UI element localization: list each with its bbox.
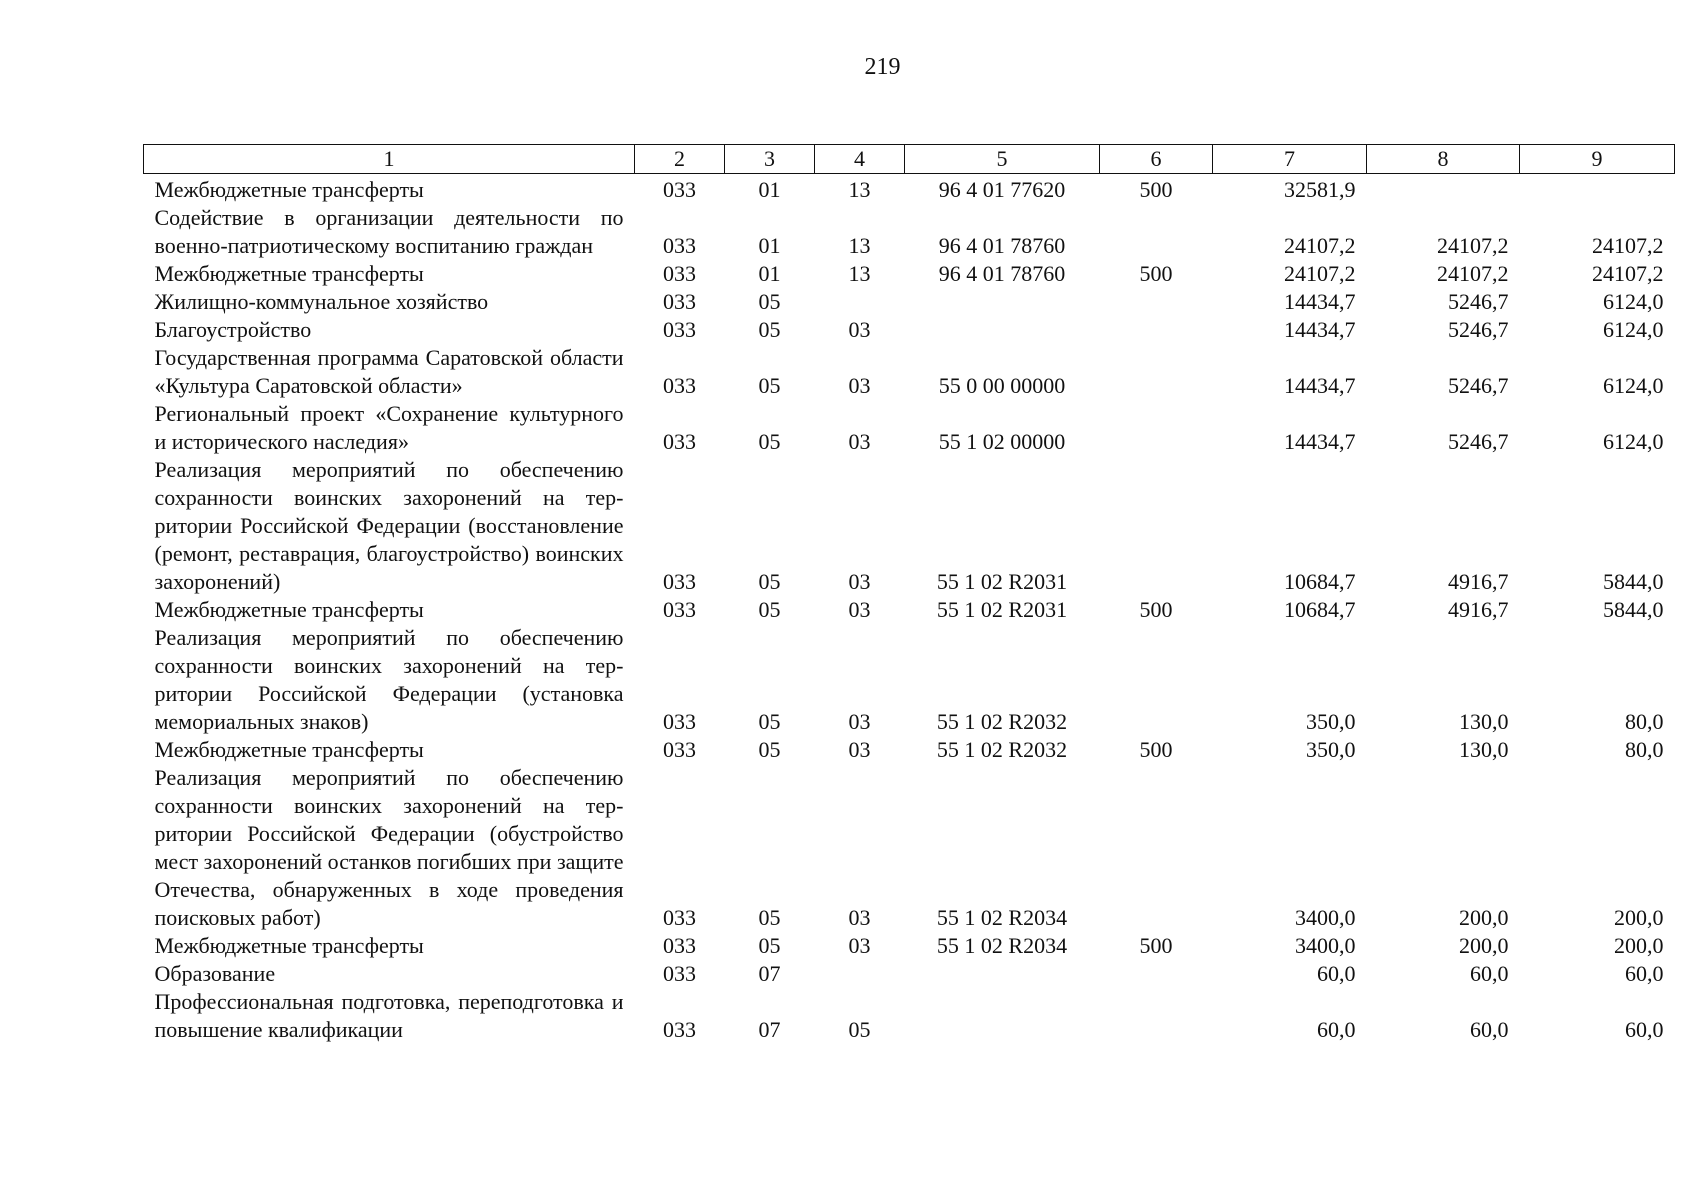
cell-col-7: 14434,7 xyxy=(1284,373,1356,398)
cell-col-8: 5246,7 xyxy=(1448,373,1509,398)
table-row xyxy=(144,260,1675,288)
cell-col-4: 03 xyxy=(848,737,871,762)
cell-col-6 xyxy=(1100,316,1213,344)
cell-col-5 xyxy=(905,988,1100,1044)
cell-col-9: 6124,0 xyxy=(1603,289,1664,314)
cell-col-6: 500 xyxy=(1139,177,1173,202)
cell-col-2: 033 xyxy=(663,373,696,398)
cell-col-2: 033 xyxy=(663,233,696,258)
cell-col-5 xyxy=(905,288,1100,316)
cell-col-9: 60,0 xyxy=(1625,1017,1664,1042)
table-row xyxy=(144,624,1675,736)
header-col-3: 3 xyxy=(725,145,815,174)
header-col-6: 6 xyxy=(1100,145,1213,174)
cell-col-5: 96 4 01 77620 xyxy=(938,177,1066,202)
cell-col-4: 13 xyxy=(848,261,871,286)
cell-col-8: 60,0 xyxy=(1470,1017,1509,1042)
cell-col-9: 6124,0 xyxy=(1603,373,1664,398)
table-row xyxy=(144,174,1675,205)
cell-col-6 xyxy=(1100,400,1213,456)
cell-col-9: 5844,0 xyxy=(1603,569,1664,594)
row-name: Государственная программа Саратовской области «Культура Саратовской области» xyxy=(154,345,624,398)
cell-col-4: 03 xyxy=(848,905,871,930)
cell-col-3: 05 xyxy=(758,737,781,762)
cell-col-7: 60,0 xyxy=(1317,1017,1356,1042)
cell-col-8: 130,0 xyxy=(1459,737,1509,762)
table-row xyxy=(144,736,1675,764)
cell-col-7: 350,0 xyxy=(1306,737,1356,762)
cell-col-7: 24107,2 xyxy=(1284,261,1356,286)
row-name: Благоустройство xyxy=(154,317,312,342)
cell-col-4: 03 xyxy=(848,569,871,594)
cell-col-2: 033 xyxy=(663,737,696,762)
row-name: Содействие в организации деятельности по военно-патриотическому воспитанию граждан xyxy=(154,205,624,258)
header-row xyxy=(144,145,1675,174)
table-row xyxy=(144,988,1675,1044)
cell-col-7: 14434,7 xyxy=(1284,289,1356,314)
cell-col-5: 55 1 02 R2031 xyxy=(936,569,1068,594)
cell-col-4: 13 xyxy=(848,233,871,258)
cell-col-6 xyxy=(1100,960,1213,988)
cell-col-5 xyxy=(905,960,1100,988)
cell-col-9: 24107,2 xyxy=(1592,233,1664,258)
cell-col-9: 6124,0 xyxy=(1603,317,1664,342)
header-col-2: 2 xyxy=(635,145,725,174)
cell-col-8: 24107,2 xyxy=(1437,261,1509,286)
cell-col-4: 03 xyxy=(848,429,871,454)
header-col-5: 5 xyxy=(905,145,1100,174)
table-row xyxy=(144,960,1675,988)
cell-col-5 xyxy=(905,316,1100,344)
row-name: Межбюджетные трансферты xyxy=(154,261,424,286)
cell-col-3: 05 xyxy=(758,597,781,622)
cell-col-2: 033 xyxy=(663,289,696,314)
cell-col-7: 24107,2 xyxy=(1284,233,1356,258)
cell-col-8: 5246,7 xyxy=(1448,317,1509,342)
cell-col-3: 05 xyxy=(758,429,781,454)
cell-col-6 xyxy=(1100,344,1213,400)
table-row xyxy=(144,400,1675,456)
row-name: Профессиональная подготовка, переподготовка и повышение квалификации xyxy=(154,989,624,1042)
cell-col-9: 6124,0 xyxy=(1603,429,1664,454)
cell-col-7: 14434,7 xyxy=(1284,317,1356,342)
row-name: Региональный проект «Сохранение культурного и исторического наследия» xyxy=(154,401,624,454)
cell-col-7: 3400,0 xyxy=(1295,933,1356,958)
cell-col-9: 5844,0 xyxy=(1603,597,1664,622)
cell-col-6: 500 xyxy=(1139,261,1173,286)
header-col-8: 8 xyxy=(1367,145,1520,174)
cell-col-7: 10684,7 xyxy=(1284,569,1356,594)
cell-col-2: 033 xyxy=(663,177,696,202)
cell-col-2: 033 xyxy=(663,597,696,622)
cell-col-4: 03 xyxy=(848,933,871,958)
cell-col-6 xyxy=(1100,288,1213,316)
cell-col-3: 05 xyxy=(758,373,781,398)
row-name: Реализация мероприятий по обеспечению сохранности воинских захоронений на территории Российской Федерации (обустройство мест захоронений останков погибших при защите Отечества, обнаруженных в ходе проведения поисковых работ) xyxy=(154,765,624,930)
cell-col-7: 60,0 xyxy=(1317,961,1356,986)
row-name: Межбюджетные трансферты xyxy=(154,177,424,202)
cell-col-7: 14434,7 xyxy=(1284,429,1356,454)
table-row xyxy=(144,764,1675,932)
cell-col-9 xyxy=(1520,174,1675,205)
cell-col-9: 24107,2 xyxy=(1592,261,1664,286)
cell-col-8: 5246,7 xyxy=(1448,429,1509,454)
cell-col-3: 05 xyxy=(758,317,781,342)
cell-col-8: 5246,7 xyxy=(1448,289,1509,314)
cell-col-9: 80,0 xyxy=(1625,709,1664,734)
cell-col-6 xyxy=(1100,764,1213,932)
header-col-1: 1 xyxy=(144,145,635,174)
cell-col-4: 03 xyxy=(848,317,871,342)
table-row xyxy=(144,932,1675,960)
cell-col-4 xyxy=(815,960,905,988)
cell-col-2: 033 xyxy=(663,961,696,986)
cell-col-8: 130,0 xyxy=(1459,709,1509,734)
cell-col-3: 01 xyxy=(758,233,781,258)
cell-col-2: 033 xyxy=(663,905,696,930)
row-name: Межбюджетные трансферты xyxy=(154,597,424,622)
row-name: Образование xyxy=(154,961,276,986)
cell-col-3: 07 xyxy=(758,1017,781,1042)
cell-col-7: 32581,9 xyxy=(1284,177,1356,202)
cell-col-3: 05 xyxy=(758,289,781,314)
cell-col-6 xyxy=(1100,988,1213,1044)
table-row xyxy=(144,456,1675,596)
cell-col-2: 033 xyxy=(663,429,696,454)
cell-col-5: 96 4 01 78760 xyxy=(938,261,1066,286)
cell-col-2: 033 xyxy=(663,261,696,286)
table-row xyxy=(144,316,1675,344)
header-col-4: 4 xyxy=(815,145,905,174)
cell-col-4: 13 xyxy=(848,177,871,202)
table-row xyxy=(144,596,1675,624)
cell-col-3: 05 xyxy=(758,933,781,958)
cell-col-4: 03 xyxy=(848,597,871,622)
cell-col-3: 05 xyxy=(758,709,781,734)
cell-col-9: 200,0 xyxy=(1614,933,1664,958)
cell-col-8: 60,0 xyxy=(1470,961,1509,986)
cell-col-8: 4916,7 xyxy=(1448,597,1509,622)
cell-col-4: 03 xyxy=(848,709,871,734)
cell-col-7: 10684,7 xyxy=(1284,597,1356,622)
cell-col-2: 033 xyxy=(663,317,696,342)
cell-col-8: 4916,7 xyxy=(1448,569,1509,594)
cell-col-5: 55 1 02 00000 xyxy=(938,429,1066,454)
table-row xyxy=(144,204,1675,260)
row-name: Межбюджетные трансферты xyxy=(154,933,424,958)
cell-col-2: 033 xyxy=(663,709,696,734)
cell-col-8: 200,0 xyxy=(1459,905,1509,930)
header-col-7: 7 xyxy=(1213,145,1367,174)
cell-col-4: 05 xyxy=(848,1017,871,1042)
cell-col-4: 03 xyxy=(848,373,871,398)
cell-col-8: 24107,2 xyxy=(1437,233,1509,258)
cell-col-8 xyxy=(1367,174,1520,205)
cell-col-5: 55 0 00 00000 xyxy=(938,373,1066,398)
cell-col-9: 60,0 xyxy=(1625,961,1664,986)
row-name: Межбюджетные трансферты xyxy=(154,737,424,762)
cell-col-6 xyxy=(1100,204,1213,260)
cell-col-3: 05 xyxy=(758,569,781,594)
cell-col-7: 3400,0 xyxy=(1295,905,1356,930)
cell-col-6 xyxy=(1100,456,1213,596)
cell-col-2: 033 xyxy=(663,569,696,594)
cell-col-5: 55 1 02 R2034 xyxy=(936,933,1068,958)
cell-col-5: 55 1 02 R2034 xyxy=(936,905,1068,930)
cell-col-5: 55 1 02 R2032 xyxy=(936,709,1068,734)
row-name: Реализация мероприятий по обеспечению сохранности воинских захоронений на территории Российской Федерации (восстановление (ремонт, реставрация, благоустройство) воинских захоронений) xyxy=(154,457,624,594)
page-number: 219 xyxy=(864,54,901,80)
cell-col-2: 033 xyxy=(663,933,696,958)
cell-col-5: 55 1 02 R2032 xyxy=(936,737,1068,762)
cell-col-9: 80,0 xyxy=(1625,737,1664,762)
cell-col-3: 01 xyxy=(758,261,781,286)
header-col-9: 9 xyxy=(1520,145,1675,174)
cell-col-6: 500 xyxy=(1139,933,1173,958)
cell-col-3: 01 xyxy=(758,177,781,202)
cell-col-5: 96 4 01 78760 xyxy=(938,233,1066,258)
cell-col-5: 55 1 02 R2031 xyxy=(936,597,1068,622)
cell-col-4 xyxy=(815,288,905,316)
table-body xyxy=(144,174,1675,1045)
cell-col-2: 033 xyxy=(663,1017,696,1042)
cell-col-3: 07 xyxy=(758,961,781,986)
row-name: Реализация мероприятий по обеспечению сохранности воинских захоронений на территории Российской Федерации (установка мемориальных знаков) xyxy=(154,625,624,734)
cell-col-6: 500 xyxy=(1139,737,1173,762)
cell-col-8: 200,0 xyxy=(1459,933,1509,958)
cell-col-9: 200,0 xyxy=(1614,905,1664,930)
table-row xyxy=(144,288,1675,316)
cell-col-6: 500 xyxy=(1139,597,1173,622)
cell-col-3: 05 xyxy=(758,905,781,930)
row-name: Жилищно-коммунальное хозяйство xyxy=(154,289,489,314)
cell-col-6 xyxy=(1100,624,1213,736)
table-row xyxy=(144,344,1675,400)
cell-col-7: 350,0 xyxy=(1306,709,1356,734)
budget-table xyxy=(143,144,1675,1044)
